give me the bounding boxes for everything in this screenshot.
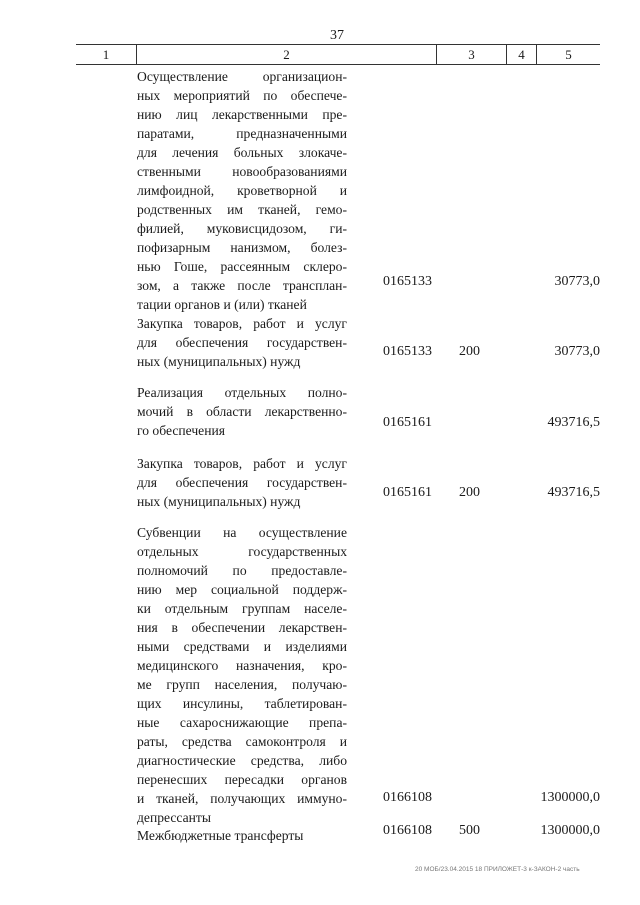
footer-stamp: 20 МОБ/23.04.2015 18 ПРИЛОЖЕТ-3 к-ЗАКОН-2 часть [415,866,580,873]
row-description: Осуществление организацион- ных мероприятий по обеспече- нию лиц лекарственными пре- паратами, предназначенными для лечения больных злокаче- ственными новообразованиями лимфоидной, кроветворной и родственных им тканей, гемо- филией, муковисцидозом, ги- пофизарным нанизмом, болез- нью Гоше, рассеянным склеро- зом, а также после трансплан- тации органов и (или) тканей [137,69,347,312]
row-code: 0166108 [383,790,432,805]
row-description: Реализация отдельных полно- мочий в области лекарственно- го обеспечения [137,385,347,438]
row-code: 0166108 [383,823,432,838]
row-kvr: 500 [459,823,480,838]
row-description: Закупка товаров, работ и услуг для обеспечения государствен- ных (муниципальных) нужд [137,456,347,509]
row-description: Межбюджетные трансферты [137,828,304,843]
row-code: 0165161 [383,485,432,500]
row-code: 0165133 [383,344,432,359]
row-sum: 1300000,0 [540,790,600,805]
header-col-5: 5 [536,45,600,64]
row-description: Закупка товаров, работ и услуг для обеспечения государствен- ных (муниципальных) нужд [137,316,347,369]
header-col-2: 2 [136,45,436,64]
row-kvr: 200 [459,485,480,500]
row-sum: 30773,0 [554,274,600,289]
table-header [76,44,600,65]
row-sum: 493716,5 [547,415,600,430]
row-description: Субвенции на осуществление отдельных государственных полномочий по предоставле- нию мер социальной поддерж- ки отдельным группам населе- ния в обеспечении лекарствен- ными средствами и изделиями медицинского назначения, кро- ме групп населения, получаю- щих инсулины, таблетирован- ные сахароснижающие препа- раты, средства самоконтроля и диагностические средства, либо перенесших пересадки органов и тканей, получающих иммуно- депрессанты [137,525,347,825]
page-number: 37 [330,28,344,43]
row-code: 0165133 [383,274,432,289]
header-col-1: 1 [102,47,110,62]
header-col-4: 4 [506,45,536,64]
row-code: 0165161 [383,415,432,430]
row-sum: 493716,5 [547,485,600,500]
row-sum: 30773,0 [554,344,600,359]
row-sum: 1300000,0 [540,823,600,838]
row-kvr: 200 [459,344,480,359]
header-col-3: 3 [436,45,506,64]
